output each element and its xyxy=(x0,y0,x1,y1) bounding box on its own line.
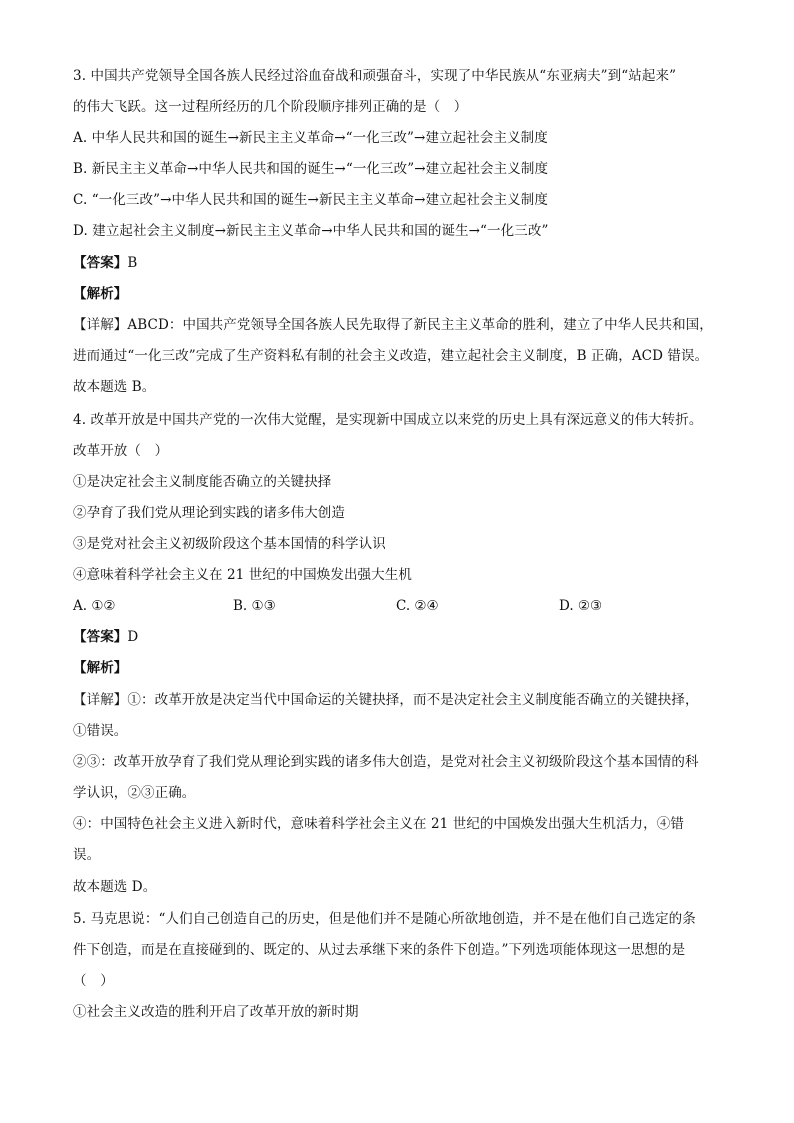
q4-answer-label: 【答案】 xyxy=(73,629,128,645)
q4-answer-value: D xyxy=(127,629,139,645)
q3-conclusion: 故本题选 B。 xyxy=(73,379,156,395)
q4-option-d: D. ②③ xyxy=(559,598,603,614)
q4-option-b: B. ①③ xyxy=(233,598,276,614)
q4-option-a: A. ①② xyxy=(73,598,116,614)
q5-stem-line1: 5. 马克思说：“人们自己创造自己的历史，但是他们并不是随心所欲地创造，并不是在他们自己选定的条 xyxy=(73,911,696,927)
q3-answer xyxy=(73,254,137,272)
q4-analysis-label: 【解析】 xyxy=(73,660,128,676)
q3-answer-label: 【答案】 xyxy=(73,255,128,271)
q4-detail-line1: 【详解】①：改革开放是决定当代中国命运的关键抉择，而不是决定社会主义制度能否确立的关键抉择， xyxy=(73,692,699,708)
q4-item-2: ②孕育了我们党从理论到实践的诸多伟大创造 xyxy=(73,505,345,521)
q3-analysis-label: 【解析】 xyxy=(73,286,128,302)
q3-option-b: B. 新民主主义革命→中华人民共和国的诞生→“一化三改”→建立起社会主义制度 xyxy=(73,161,549,177)
q5-stem-line2: 件下创造，而是在直接碰到的、既定的、从过去承继下来的条件下创造。”下列选项能体现这一思想的是 xyxy=(73,942,686,958)
q4-item-4: ④意味着科学社会主义在 21 世纪的中国焕发出强大生机 xyxy=(73,567,412,583)
q4-answer xyxy=(73,628,138,646)
q3-detail-line1: 【详解】ABCD：中国共产党领导全国各族人民先取得了新民主主义革命的胜利，建立了中华人民共和国， xyxy=(73,317,713,333)
q3-answer-value: B xyxy=(127,255,138,271)
q3-stem-line1: 3. 中国共产党领导全国各族人民经过浴血奋战和顽强奋斗，实现了中华民族从“东亚病夫”到“站起来” xyxy=(73,68,677,84)
q4-detail-line3: ②③：改革开放孕育了我们党从理论到实践的诸多伟大创造，是党对社会主义初级阶段这个基本国情的科 xyxy=(73,754,699,770)
q3-detail-line2: 进而通过“一化三改”完成了生产资料私有制的社会主义改造，建立起社会主义制度，B 正确，ACD 错误。 xyxy=(73,348,709,364)
q4-stem-line1: 4. 改革开放是中国共产党的一次伟大觉醒，是实现新中国成立以来党的历史上具有深远意义的伟大转折。 xyxy=(73,412,703,428)
q4-detail-line6: 误。 xyxy=(73,847,101,863)
q5-item-1: ①社会主义改造的胜利开启了改革开放的新时期 xyxy=(73,1004,359,1020)
q4-item-3: ③是党对社会主义初级阶段这个基本国情的科学认识 xyxy=(73,536,386,552)
q4-stem-line2: 改革开放（ ） xyxy=(73,443,169,459)
q3-option-c: C. “一化三改”→中华人民共和国的诞生→新民主主义革命→建立起社会主义制度 xyxy=(73,192,548,208)
q4-item-1: ①是决定社会主义制度能否确立的关键抉择 xyxy=(73,474,332,490)
q3-option-d: D. 建立起社会主义制度→新民主主义革命→中华人民共和国的诞生→“一化三改” xyxy=(73,223,549,239)
q3-stem-line2: 的伟大飞跃。这一过程所经历的几个阶段顺序排列正确的是（ ） xyxy=(73,99,468,115)
q4-detail-line5: ④：中国特色社会主义进入新时代，意味着科学社会主义在 21 世纪的中国焕发出强大生机活力，④错 xyxy=(73,816,684,832)
q4-detail-line4: 学认识，②③正确。 xyxy=(73,785,196,801)
q3-option-a: A. 中华人民共和国的诞生→新民主主义革命→“一化三改”→建立起社会主义制度 xyxy=(73,130,548,146)
q4-detail-line2: ①错误。 xyxy=(73,723,128,739)
q4-conclusion: 故本题选 D。 xyxy=(73,879,157,895)
q4-option-c: C. ②④ xyxy=(396,598,439,614)
q5-stem-line3: （ ） xyxy=(73,973,114,989)
